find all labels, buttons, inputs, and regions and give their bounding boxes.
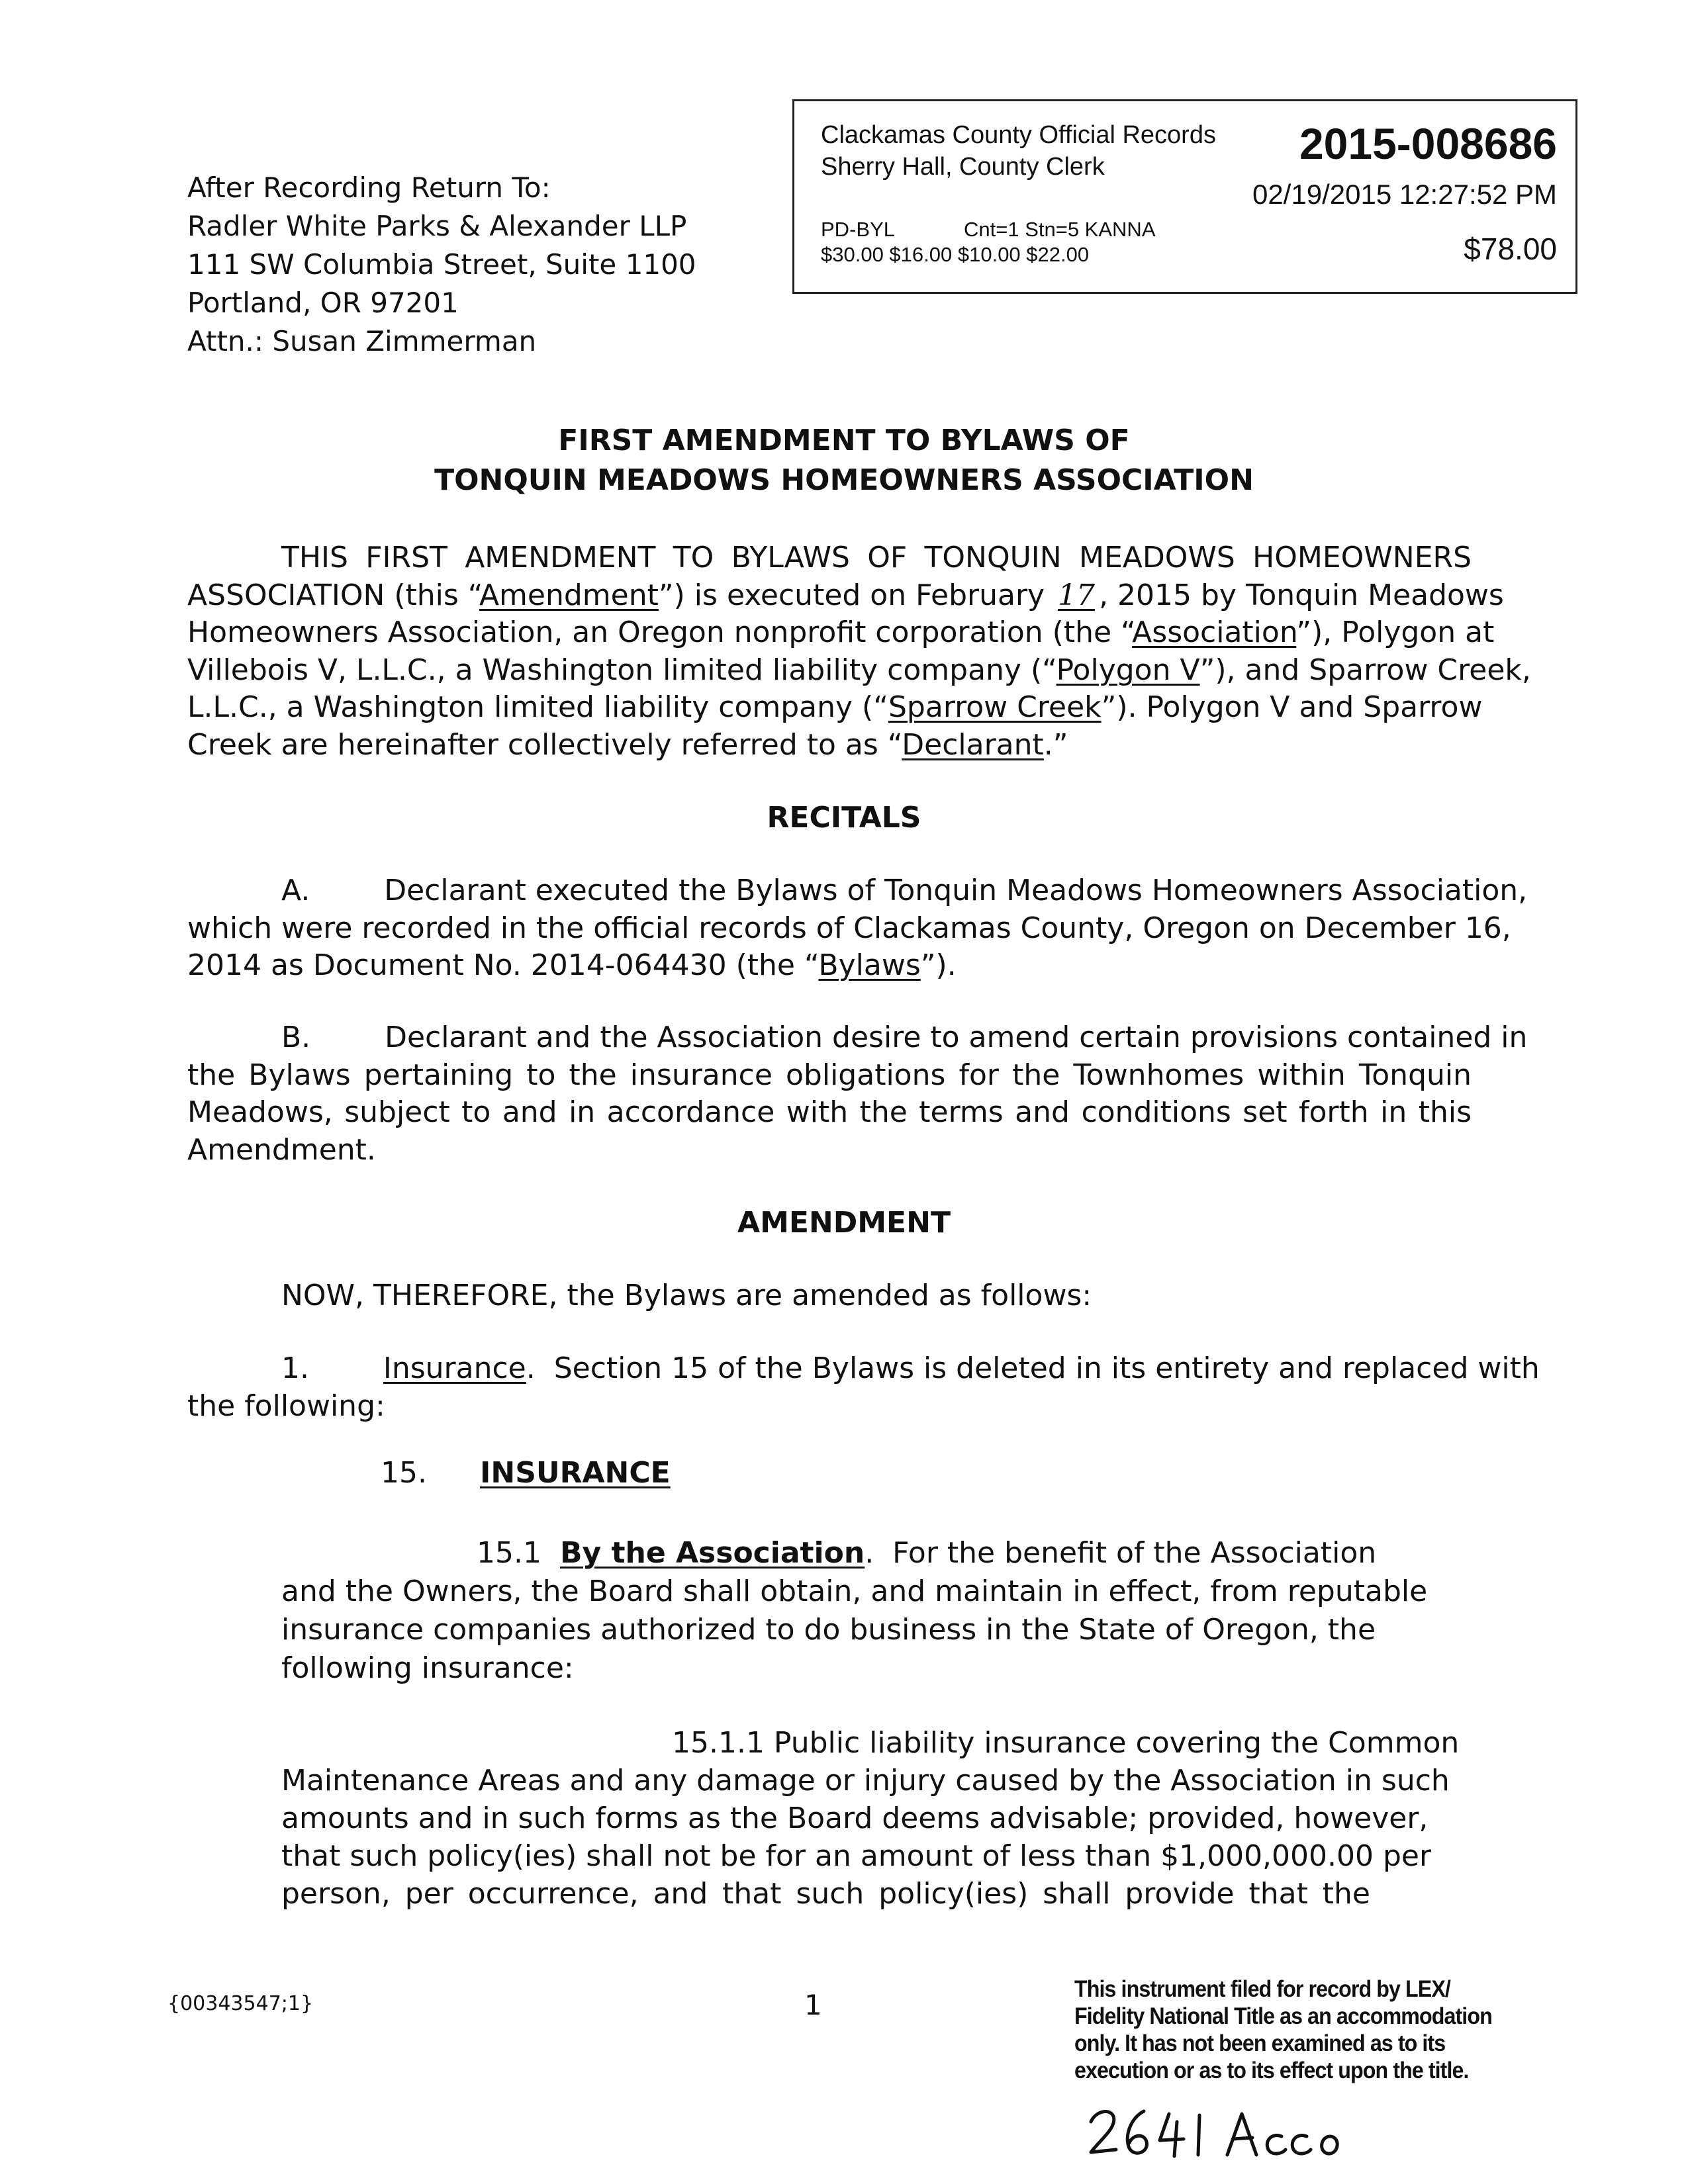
return-to-address [187,169,696,361]
section-15-1-1-line: amounts and in such forms as the Board deems advisable; provided, however, [281,1801,1429,1835]
document-title-line-2: TONQUIN MEADOWS HOMEOWNERS ASSOCIATION [434,463,1254,497]
recital-b-line: the Bylaws pertaining to the insurance obligations for the Townhomes within Tonquin [187,1058,1472,1092]
amendment-heading: AMENDMENT [737,1206,951,1240]
section-15-1-line [281,1534,1377,1572]
recital-a-line: A. Declarant executed the Bylaws of Tonquin Meadows Homeowners Association, [281,874,1528,907]
filing-notice-line: only. It has not been examined as to its [1074,2030,1446,2056]
footer-document-number: {00343547;1} [167,1992,314,2015]
section-15-1-1-line: that such policy(ies) shall not be for an amount of less than $1,000,000.00 per [281,1839,1432,1873]
intro-text: Creek are hereinafter collectively referred to as “ [187,727,902,762]
defined-term-declarant: Declarant [902,727,1044,762]
intro-line [187,539,1472,577]
intro-text: , 2015 by Tonquin Meadows [1099,578,1504,612]
recording-counts: Cnt=1 Stn=5 KANNA [964,218,1156,241]
section-15-1-line: and the Owners, the Board shall obtain, and maintain in effect, from reputable [281,1574,1428,1608]
recital-b-line: B. Declarant and the Association desire to amend certain provisions contained in [281,1021,1528,1054]
intro-paragraph [187,539,1531,764]
return-to-attn: Attn.: Susan Zimmerman [187,325,537,357]
section-15-1-number: 15.1 [477,1536,560,1570]
handwritten-note [1086,2102,1350,2161]
recital-text: 2014 as Document No. 2014-064430 (the “ [187,948,819,982]
item-1-number: 1. [281,1351,383,1385]
section-15-1-1-line: Maintenance Areas and any damage or injury caused by the Association in such [281,1764,1450,1797]
filing-notice-line: execution or as to its effect upon the title. [1074,2058,1469,2083]
recording-datetime: 02/19/2015 12:27:52 PM [1252,179,1557,210]
item-1-title: Insurance [383,1351,526,1385]
intro-line [187,689,1483,727]
return-to-firm: Radler White Parks & Alexander LLP [187,210,687,242]
filing-notice-line: This instrument filed for record by LEX/ [1074,1976,1450,2002]
intro-line [187,577,1504,615]
page-number: 1 [804,1989,822,2021]
defined-term-amendment: Amendment [479,578,659,612]
recording-office: Clackamas County Official Records [821,121,1216,149]
recording-fees: $30.00 $16.00 $10.00 $22.00 [821,243,1090,266]
recital-a-line: which were recorded in the official records of Clackamas County, Oregon on December 16, [187,911,1511,945]
intro-text: L.L.C., a Washington limited liability company (“ [187,690,888,724]
recording-total: $78.00 [1464,232,1557,266]
recitals-heading: RECITALS [767,801,921,835]
recital-b [187,1019,1528,1169]
section-15-1-title: By the Association [559,1536,865,1570]
intro-text: ”), and Sparrow Creek, [1199,653,1531,687]
intro-text: ”). Polygon V and Sparrow [1101,690,1483,724]
intro-text: THIS FIRST AMENDMENT TO BYLAWS OF TONQUIN MEADOWS HOMEOWNERS [281,541,1472,574]
section-15-1-1-line: 15.1.1 Public liability insurance covering the Common [672,1726,1460,1760]
item-1-line [187,1350,1540,1388]
intro-line [187,614,1495,652]
section-15-number: 15. [381,1456,427,1490]
section-15-heading [381,1456,671,1490]
recital-text: ”). [920,948,957,982]
amendment-item-1 [187,1350,1540,1425]
intro-text: Villebois V, L.L.C., a Washington limited liability company (“ [187,653,1056,687]
section-15-title: INSURANCE [480,1456,671,1490]
return-to-city: Portland, OR 97201 [187,287,459,319]
amendment-now-therefore: NOW, THEREFORE, the Bylaws are amended as follows: [281,1279,1092,1312]
intro-text: ”) is executed on February [658,578,1055,612]
recording-stamp [792,99,1577,294]
section-15-1-line: following insurance: [281,1651,574,1685]
recording-clerk: Sherry Hall, County Clerk [821,153,1105,181]
defined-term-association: Association [1132,615,1297,649]
item-1-text: . Section 15 of the Bylaws is deleted in its entirety and replaced with [526,1351,1540,1385]
recital-a [187,872,1528,985]
intro-text: ASSOCIATION (this “ [187,578,479,612]
intro-text: ”), Polygon at [1296,615,1495,649]
section-15-1-1 [281,1724,1460,1913]
defined-term-bylaws: Bylaws [818,948,921,982]
intro-line [187,652,1531,690]
section-15-1-line: insurance companies authorized to do business in the State of Oregon, the [281,1613,1376,1647]
recital-a-line [187,947,1472,985]
recording-doc-type: PD-BYL [821,218,895,241]
section-15-1-text: . For the benefit of the Association [865,1536,1377,1570]
filing-notice-line: Fidelity National Title as an accommodation [1074,2003,1492,2029]
defined-term-sparrow-creek: Sparrow Creek [888,690,1102,724]
item-1-line: the following: [187,1388,385,1423]
recording-document-number: 2015-008686 [1299,119,1557,168]
return-to-label: After Recording Return To: [187,171,551,204]
intro-line [187,727,1472,764]
section-15-1 [281,1534,1428,1688]
filing-notice-stamp [1074,1976,1492,2084]
defined-term-polygon-v: Polygon V [1056,653,1200,687]
intro-text: Homeowners Association, an Oregon nonprofit corporation (the “ [187,615,1133,649]
handwritten-day: 17 [1058,578,1096,612]
intro-text: .” [1043,727,1068,762]
return-to-street: 111 SW Columbia Street, Suite 1100 [187,248,696,281]
section-15-1-1-line: person, per occurrence, and that such policy(ies) shall provide that the [281,1877,1370,1911]
document-title-line-1: FIRST AMENDMENT TO BYLAWS OF [558,424,1130,457]
recital-b-line: Amendment. [187,1132,376,1167]
recital-b-line: Meadows, subject to and in accordance with the terms and conditions set forth in this [187,1095,1472,1129]
